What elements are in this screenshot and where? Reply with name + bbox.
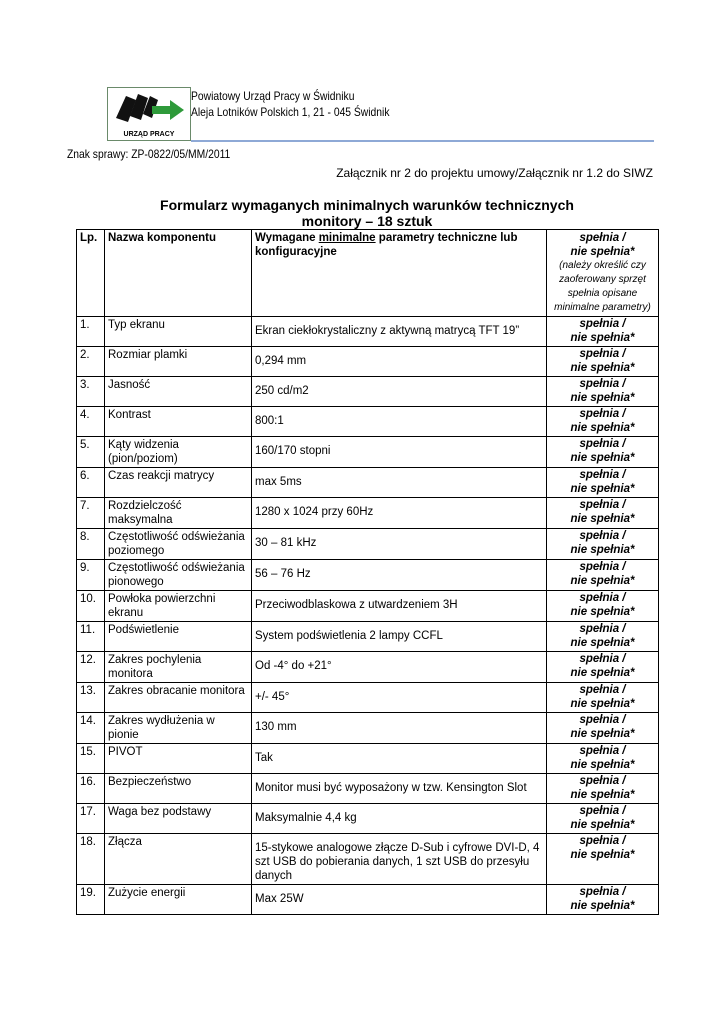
row-number: 4. — [77, 407, 105, 437]
compliance-no: nie spełnia* — [570, 392, 635, 404]
component-name: Podświetlenie — [105, 622, 252, 652]
compliance-no: nie spełnia* — [570, 759, 635, 771]
compliance-yes: spełnia / — [579, 469, 626, 481]
parameter-value: 56 – 76 Hz — [252, 560, 547, 591]
parameter-value: 160/170 stopni — [252, 437, 547, 468]
parameter-value: Od -4° do +21° — [252, 652, 547, 683]
row-number: 15. — [77, 744, 105, 774]
row-number: 14. — [77, 713, 105, 744]
component-name: Częstotliwość odświeżania pionowego — [105, 560, 252, 591]
table-row — [77, 498, 659, 529]
org-name: Powiatowy Urząd Pracy w Świdniku — [191, 89, 355, 103]
component-name: Kąty widzenia (pion/poziom) — [105, 437, 252, 468]
compliance-cell — [547, 591, 659, 622]
compliance-yes: spełnia / — [579, 684, 626, 696]
compliance-yes: spełnia / — [579, 592, 626, 604]
table-row — [77, 885, 659, 915]
parameter-value: 15-stykowe analogowe złącze D-Sub i cyfrowe DVI-D, 4 szt USB do pobierania danych, 1 szt USB do przesyłu danych — [252, 834, 547, 885]
compliance-no: nie spełnia* — [570, 422, 635, 434]
parameter-value: max 5ms — [252, 468, 547, 498]
column-header-lp: Lp. — [77, 230, 105, 317]
parameter-value: System podświetlenia 2 lampy CCFL — [252, 622, 547, 652]
compliance-cell — [547, 744, 659, 774]
table-row — [77, 468, 659, 498]
row-number: 5. — [77, 437, 105, 468]
header-divider — [191, 140, 654, 142]
compliance-cell — [547, 804, 659, 834]
compliance-yes: spełnia / — [579, 653, 626, 665]
component-name: Czas reakcji matrycy — [105, 468, 252, 498]
compliance-no: nie spełnia* — [570, 332, 635, 344]
component-name: Bezpieczeństwo — [105, 774, 252, 804]
compliance-cell — [547, 529, 659, 560]
parameter-value: Ekran ciekłokrystaliczny z aktywną matrycą TFT 19” — [252, 317, 547, 347]
parameter-value: 130 mm — [252, 713, 547, 744]
table-row — [77, 407, 659, 437]
compliance-no: nie spełnia* — [570, 637, 635, 649]
compliance-cell — [547, 885, 659, 915]
compliance-yes: spełnia / — [579, 438, 626, 450]
compliance-no: nie spełnia* — [570, 575, 635, 587]
row-number: 10. — [77, 591, 105, 622]
case-number: Znak sprawy: ZP-0822/05/MM/2011 — [67, 147, 231, 161]
compliance-yes: spełnia / — [579, 499, 626, 511]
component-name: Jasność — [105, 377, 252, 407]
parameter-value: Max 25W — [252, 885, 547, 915]
compliance-no: nie spełnia* — [570, 667, 635, 679]
column-header-compliance: spełnia / nie spełnia* (należy określić czy zaoferowany sprzęt spełnia opisane minimalne parametry) — [547, 230, 659, 317]
compliance-cell — [547, 652, 659, 683]
attachment-reference: Załącznik nr 2 do projektu umowy/Załącznik nr 1.2 do SIWZ — [336, 166, 653, 180]
compliance-cell — [547, 560, 659, 591]
compliance-no: nie spełnia* — [570, 819, 635, 831]
compliance-cell — [547, 834, 659, 885]
row-number: 13. — [77, 683, 105, 713]
compliance-yes: spełnia / — [579, 348, 626, 360]
compliance-no: nie spełnia* — [570, 544, 635, 556]
compliance-cell — [547, 437, 659, 468]
table-row — [77, 652, 659, 683]
compliance-yes: spełnia / — [579, 775, 626, 787]
logo-caption: URZĄD PRACY — [123, 131, 175, 138]
row-number: 11. — [77, 622, 105, 652]
table-row — [77, 622, 659, 652]
row-number: 16. — [77, 774, 105, 804]
component-name: Rozdzielczość maksymalna — [105, 498, 252, 529]
compliance-cell — [547, 468, 659, 498]
column-header-parameters: Wymagane minimalne parametry techniczne lub konfiguracyjne — [252, 230, 547, 317]
row-number: 8. — [77, 529, 105, 560]
compliance-cell — [547, 774, 659, 804]
compliance-yes: spełnia / — [579, 378, 626, 390]
compliance-cell — [547, 347, 659, 377]
compliance-yes: spełnia / — [579, 745, 626, 757]
compliance-yes: spełnia / — [579, 318, 626, 330]
table-row — [77, 347, 659, 377]
row-number: 6. — [77, 468, 105, 498]
logo-mark-icon — [108, 88, 190, 128]
compliance-cell — [547, 683, 659, 713]
parameter-value: Przeciwodblaskowa z utwardzeniem 3H — [252, 591, 547, 622]
parameter-value: Monitor musi być wyposażony w tzw. Kensington Slot — [252, 774, 547, 804]
table-row — [77, 804, 659, 834]
row-number: 7. — [77, 498, 105, 529]
compliance-yes: spełnia / — [579, 623, 626, 635]
table-row — [77, 377, 659, 407]
row-number: 19. — [77, 885, 105, 915]
component-name: Waga bez podstawy — [105, 804, 252, 834]
table-row — [77, 437, 659, 468]
component-name: Zakres pochylenia monitora — [105, 652, 252, 683]
parameter-value: +/- 45° — [252, 683, 547, 713]
parameter-value: 0,294 mm — [252, 347, 547, 377]
compliance-no: nie spełnia* — [570, 849, 635, 861]
parameter-value: 250 cd/m2 — [252, 377, 547, 407]
component-name: Powłoka powierzchni ekranu — [105, 591, 252, 622]
compliance-no: nie spełnia* — [570, 483, 635, 495]
table-row — [77, 591, 659, 622]
compliance-cell — [547, 498, 659, 529]
component-name: Zużycie energii — [105, 885, 252, 915]
row-number: 2. — [77, 347, 105, 377]
table-row — [77, 683, 659, 713]
table-row — [77, 529, 659, 560]
compliance-yes: spełnia / — [579, 530, 626, 542]
compliance-yes: spełnia / — [579, 805, 626, 817]
parameter-value: 800:1 — [252, 407, 547, 437]
component-name: Częstotliwość odświeżania poziomego — [105, 529, 252, 560]
parameter-value: 30 – 81 kHz — [252, 529, 547, 560]
requirements-table — [76, 229, 659, 915]
compliance-yes: spełnia / — [579, 561, 626, 573]
component-name: Złącza — [105, 834, 252, 885]
table-header-row — [77, 230, 659, 317]
component-name: PIVOT — [105, 744, 252, 774]
compliance-no: nie spełnia* — [570, 513, 635, 525]
component-name: Zakres obracanie monitora — [105, 683, 252, 713]
parameter-value: 1280 x 1024 przy 60Hz — [252, 498, 547, 529]
compliance-no: nie spełnia* — [570, 606, 635, 618]
parameter-value: Maksymalnie 4,4 kg — [252, 804, 547, 834]
compliance-cell — [547, 407, 659, 437]
row-number: 3. — [77, 377, 105, 407]
office-logo — [107, 87, 191, 141]
parameter-value: Tak — [252, 744, 547, 774]
table-row — [77, 774, 659, 804]
compliance-no: nie spełnia* — [570, 452, 635, 464]
row-number: 17. — [77, 804, 105, 834]
row-number: 9. — [77, 560, 105, 591]
component-name: Typ ekranu — [105, 317, 252, 347]
column-header-component: Nazwa komponentu — [105, 230, 252, 317]
row-number: 1. — [77, 317, 105, 347]
form-title: Formularz wymaganych minimalnych warunków technicznych — [160, 197, 574, 213]
compliance-no: nie spełnia* — [570, 728, 635, 740]
compliance-no: nie spełnia* — [570, 698, 635, 710]
compliance-yes: spełnia / — [579, 714, 626, 726]
table-row — [77, 317, 659, 347]
compliance-no: nie spełnia* — [570, 362, 635, 374]
compliance-no: nie spełnia* — [570, 789, 635, 801]
compliance-cell — [547, 713, 659, 744]
compliance-yes: spełnia / — [579, 408, 626, 420]
component-name: Zakres wydłużenia w pionie — [105, 713, 252, 744]
table-row — [77, 834, 659, 885]
form-subtitle: monitory – 18 sztuk — [301, 213, 433, 229]
component-name: Kontrast — [105, 407, 252, 437]
compliance-cell — [547, 622, 659, 652]
table-row — [77, 744, 659, 774]
compliance-yes: spełnia / — [579, 835, 626, 847]
compliance-cell — [547, 377, 659, 407]
row-number: 12. — [77, 652, 105, 683]
compliance-no: nie spełnia* — [570, 900, 635, 912]
compliance-yes: spełnia / — [579, 886, 626, 898]
row-number: 18. — [77, 834, 105, 885]
org-address: Aleja Lotników Polskich 1, 21 - 045 Świdnik — [191, 105, 390, 119]
component-name: Rozmiar plamki — [105, 347, 252, 377]
compliance-cell — [547, 317, 659, 347]
table-row — [77, 560, 659, 591]
table-row — [77, 713, 659, 744]
